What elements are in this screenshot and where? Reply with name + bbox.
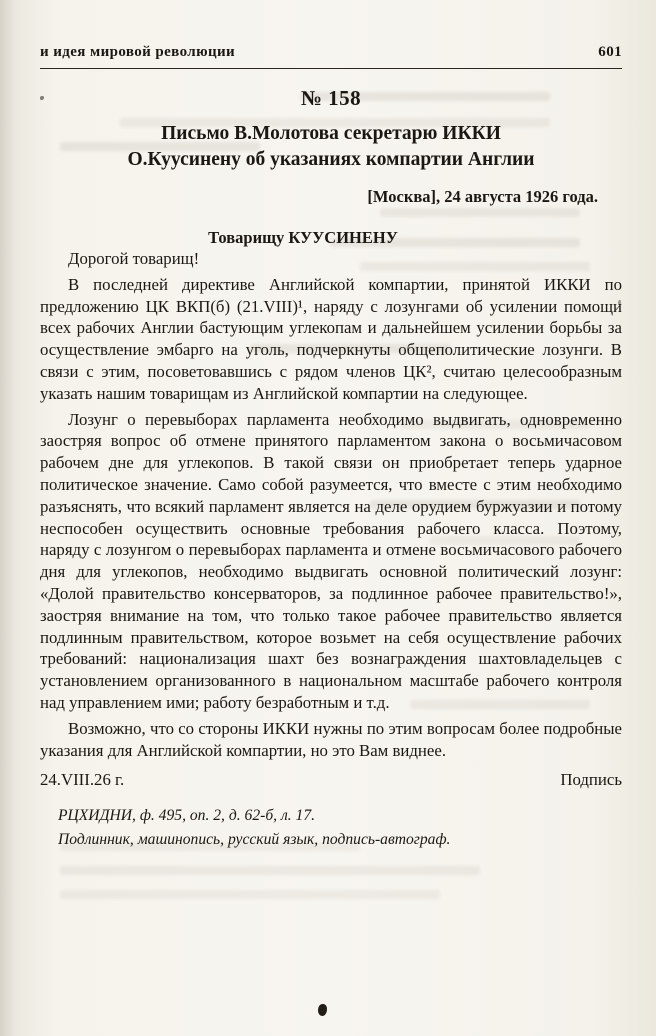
archive-reference: РЦХИДНИ, ф. 495, оп. 2, д. 62-б, л. 17.	[58, 807, 316, 825]
ink-speck	[318, 1004, 327, 1016]
source-note	[40, 804, 622, 851]
paragraph: В последней директиве Английской компартии, принятой ИККИ по предложению ЦК ВКП(б) (21.VIII)¹, наряду с лозунгами об усилении помощи всех рабочих Англии бастующим углекопам и дальнейшем усилении борьбы за осуществление эмбарго на уголь, подчеркнуты общеполитические лозунги. В связи с этим, посоветовавшись с рядом членов ЦК², считаю целесообразным указать нашим товарищам из Английской компартии на следующее.	[40, 274, 622, 403]
paragraph: Возможно, что со стороны ИККИ нужны по этим вопросам более подробные указания для Английской компартии, но это Вам виднее.	[40, 718, 622, 760]
salutation: Дорогой товарищ!	[68, 249, 200, 268]
header-rule	[40, 68, 622, 69]
running-title: и идея мировой революции	[40, 44, 236, 60]
document-number: № 158	[300, 86, 362, 110]
paragraph: Лозунг о перевыборах парламента необходимо выдвигать, одновременно заостряя вопрос об отмене принятого парламентом закона о восьмичасовом рабочем дне для углекопов. В такой связи он приобретает теперь ударное политическое значение. Само собой разумеется, что вместе с этим необходимо разъяснять, что всякий парламент является на деле орудием буржуазии и потому неспособен осуществить основные требования рабочего класса. Поэтому, наряду с лозунгом о перевыборах парламента и отмене восьмичасового рабочего дня для углекопов, необходимо выдвигать основной политический лозунг: «Долой правительство консерваторов, за подлинное рабочее правительство!», заостряя внимание на том, что только такое рабочее правительство является подлинным правительством, которое возьмет на себя осуществление рабочих требований: национализация шахт без вознаграждения шахтовладельцев с установлением организованного в национальном масштабе рабочего контроля над управлением ими; работу безработным и т.д.	[40, 409, 622, 712]
document-title-line-2: О.Куусинену об указаниях компартии Англии	[127, 148, 535, 170]
letter-body	[40, 248, 622, 761]
running-header	[40, 44, 622, 61]
bleed-through-artifact	[60, 890, 440, 899]
closing-date: 24.VIII.26 г.	[40, 770, 125, 790]
page-content	[40, 44, 622, 851]
document-description: Подлинник, машинопись, русский язык, подпись-автограф.	[58, 830, 451, 848]
dateline: [Москва], 24 августа 1926 года.	[367, 187, 598, 206]
page-number: 601	[598, 44, 622, 60]
document-title-line-1: Письмо В.Молотова секретарю ИККИ	[161, 123, 501, 144]
document-title	[40, 121, 622, 172]
addressee-line: Товарищу КУУСИНЕНУ	[208, 228, 398, 247]
closing-line	[40, 770, 622, 790]
bleed-through-artifact	[60, 866, 480, 875]
signature-note: Подпись	[560, 770, 622, 790]
